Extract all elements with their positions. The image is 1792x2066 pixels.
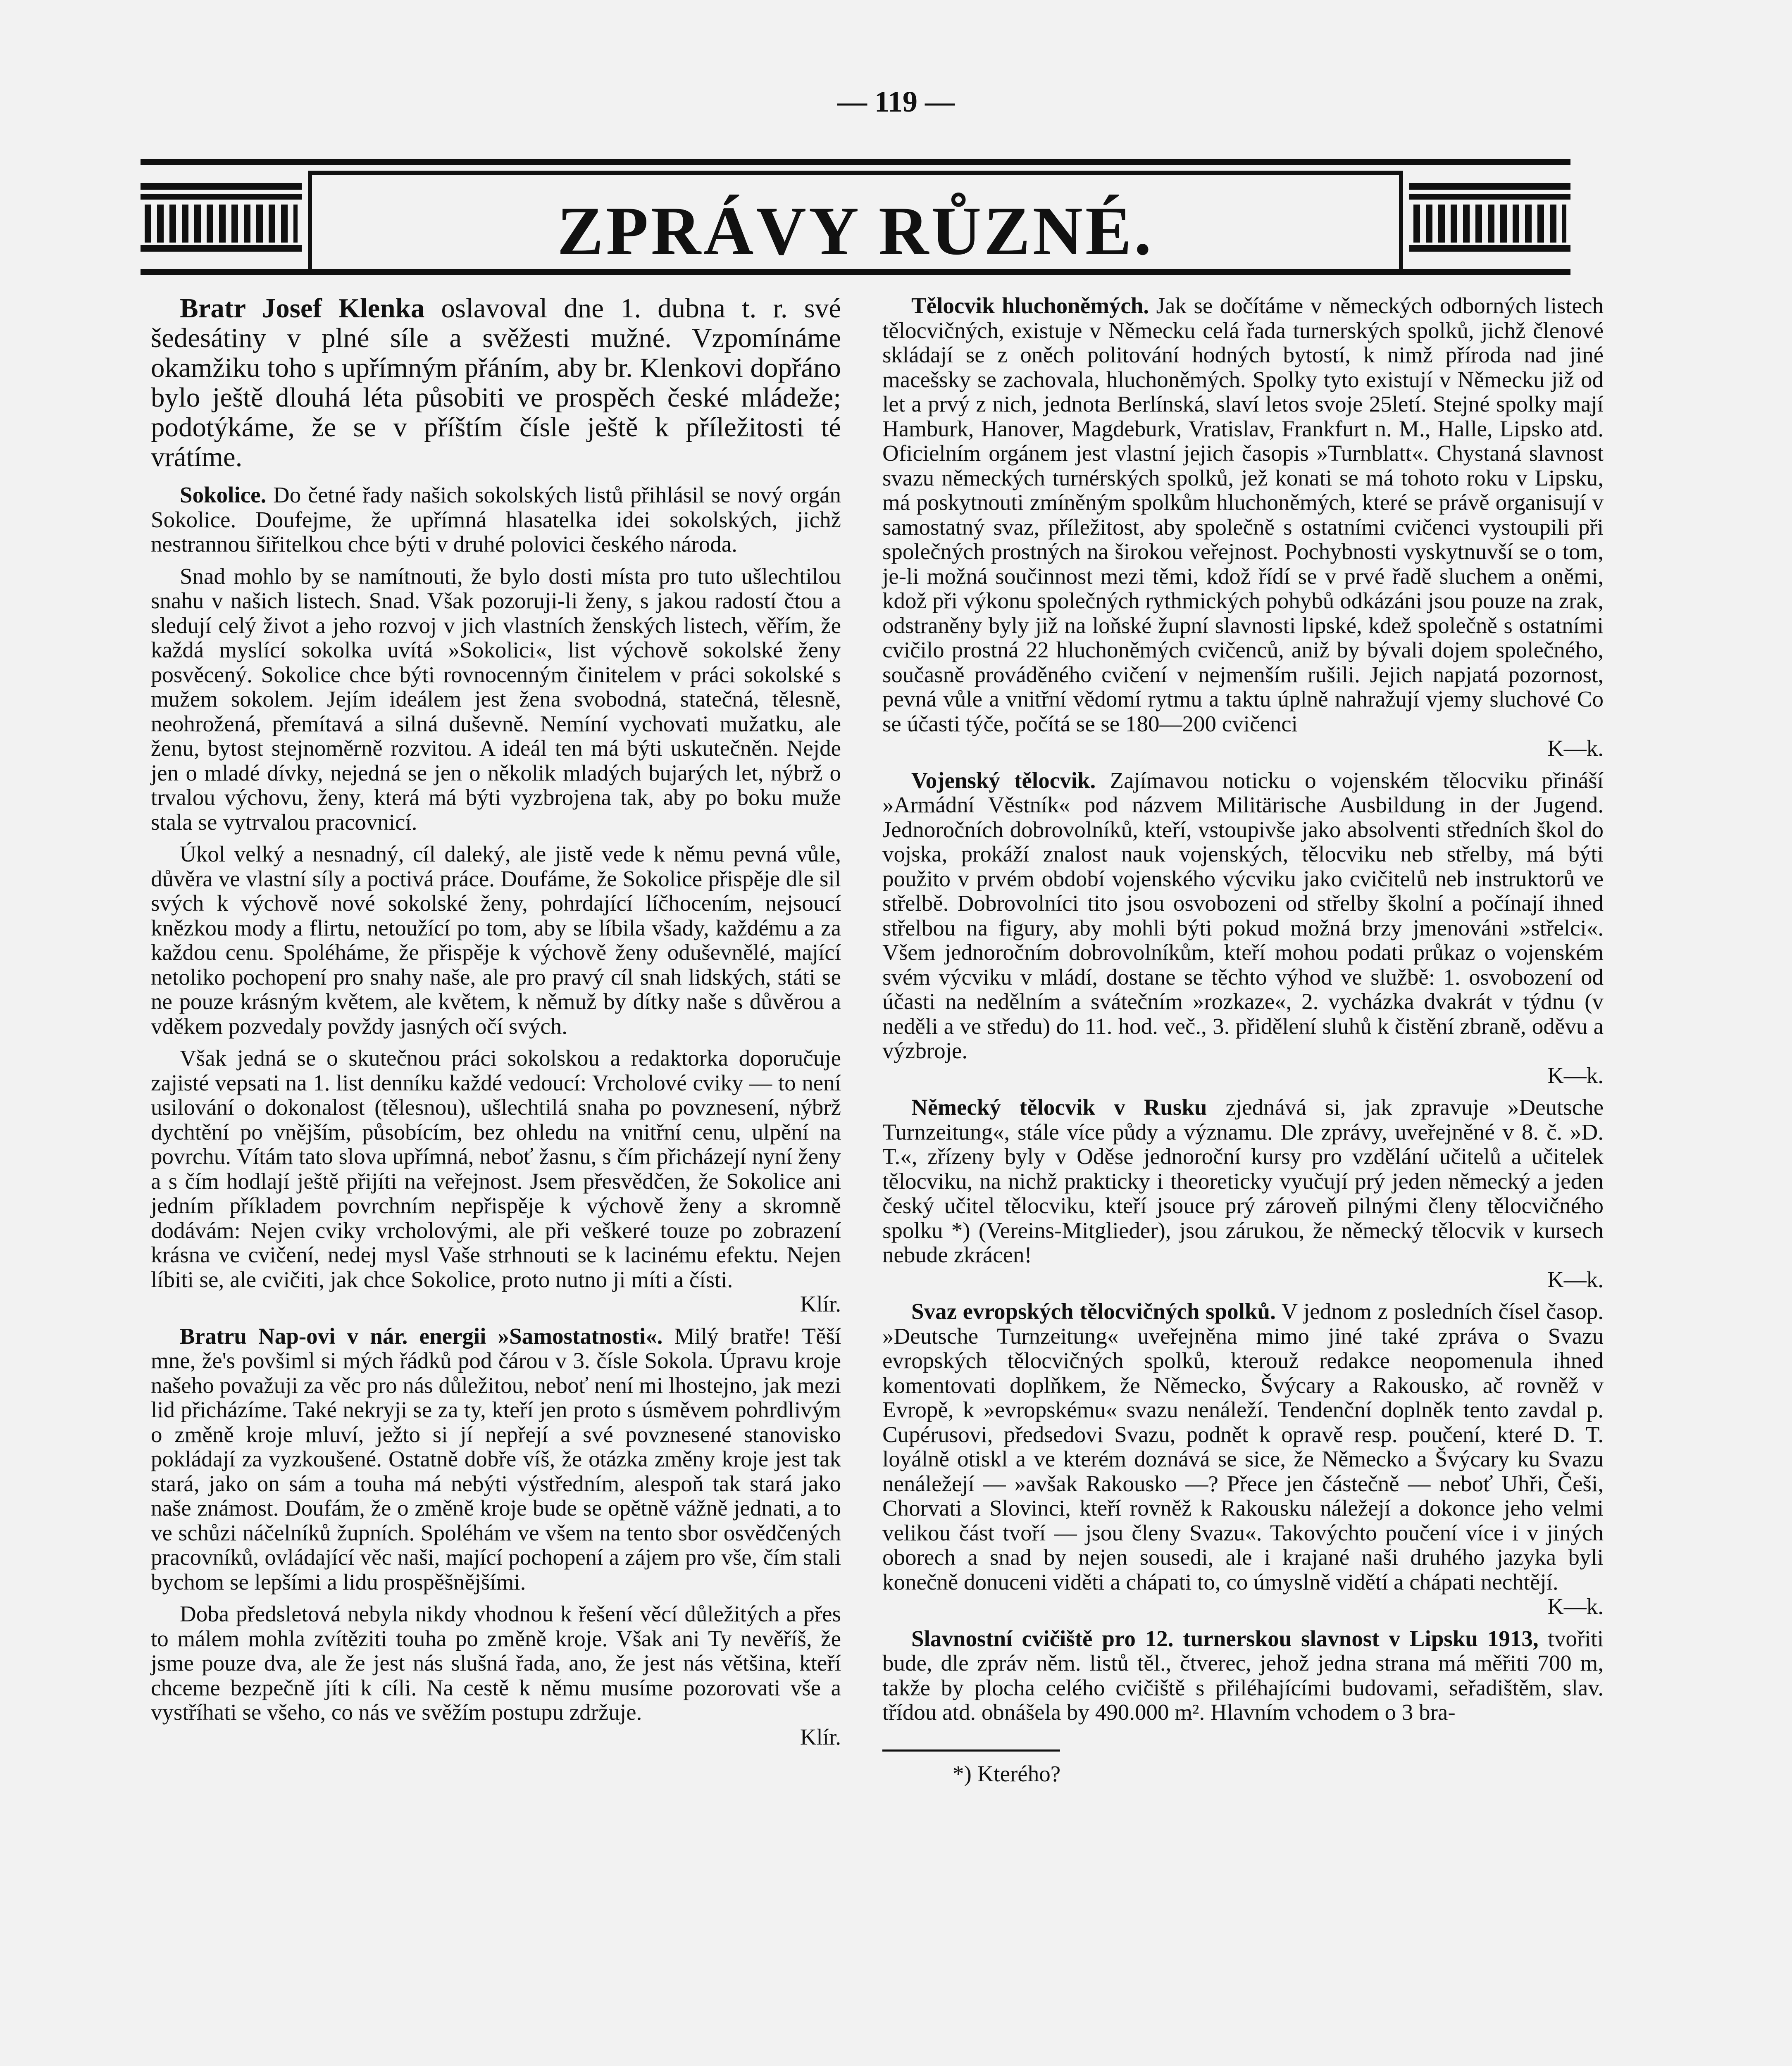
author-signature: K—k. <box>1547 735 1604 761</box>
article-text: Doba předsletová nebyla nikdy vhodnou k řešení věcí důležitých a přes to málem mohla zvítěziti touha po změně kroje. Však ani Ty nevěříš, že jsme pouze dva, ale že jest nás slušná řada, ano, že jest nás většina, kteří chceme bezpečně jíti k cíli. Na cestě k němu musíme pozorovati vše a vystříhati se všeho, co nás ve svěžím postupu zdržuje. <box>151 1601 841 1725</box>
article-text: Však jedná se o skutečnou práci sokolskou a redaktorka doporučuje zajisté vepsati na 1. list denníku každé vedoucí: Vrcholové cviky — to není usilování o dokonalost (tělesnou), ušlechtilá snaha po povznesení, nýbrž dychtění po vnějším, působícím, bez ohledu na vnitřní cenu, ulpění na povrchu. Vítám tato slova upřímná, neboť žasnu, s čím přicházejí nyní ženy a s čím hodlají ještě přijíti na veřejnost. Jsem přesvědčen, že Sokolice ani jedním příkladem povrchním nepřispěje k výchově ženy a skromně dodávám: Nejen cviky vrcholovými, ale při veškeré touze po zobrazení krásna ve cvičení, nedej mysl Vaše strhnouti se k lacinému efektu. Nejen líbiti se, ale cvičiti, jak chce Sokolice, proto nutno ji míti a čísti. <box>151 1045 841 1292</box>
article-text: V jednom z posledních čísel časop. »Deutsche Turnzeitung« uveřejněna mimo jiné také zpráva o Svazu evropských tělocvičných spolků, kterouž redakce neopomenula ihned komentovati doplňkem, že Německo, Švýcary a Rakousko, ač rovněž v Evropě, k »evropskému« svazu nenáleží. Tendenční doplněk tento zavdal p. Cupérusovi, předsedovi Svazu, podnět k opravě resp. poučení, které D. T. loyálně otiskl a ve kterém doznává se sice, že Německo a Švýcary ku Svazu nenáležejí — »avšak Rakousko —? Přece jen částečně — neboť Uhři, Češi, Chorvati a Slovinci, kteří rovněž k Rakousku náležejí a dokonce jeho velmi velikou část tvoří — jsou členy Svazu«. Takovýchto poučení více i v jiných oborech a snad by nejen sousedi, ale i krajané naši druhého jazyka byli konečně donuceni viděti a chápati to, co úmyslně vidětí a chápati nechtějí. <box>882 1299 1604 1595</box>
article-heading: Bratru Nap-ovi v nár. energii »Samostatnosti«. <box>180 1323 663 1349</box>
article-heading: Bratr Josef Klenka <box>180 293 425 324</box>
footnote: *) Kterého? <box>953 1761 1061 1786</box>
banner-top-rule <box>141 159 1570 165</box>
article-svaz <box>882 1299 1604 1619</box>
article-text: oslavoval dne 1. dubna t. r. své šedesátiny v plné síle a svěžesti mužné. Vzpomínáme okamžiku toho s upřímným přáním, aby br. Klenkovi dopřáno bylo ještě dlouhá léta působiti ve prospěch české mládeže; podotýkáme, že se v příštím čísle ještě k příležitosti té vrátíme. <box>151 293 841 472</box>
article-heading: Slavnostní cvičiště pro 12. turnerskou slavnost v Lipsku 1913, <box>911 1626 1539 1651</box>
article-heading: Svaz evropských tělocvičných spolků. <box>911 1299 1276 1324</box>
right-column <box>882 293 1604 1793</box>
left-column <box>151 293 841 1757</box>
article-text: Zajímavou noticku o vojenském tělocviku přináší »Armádní Věstník« pod názvem Militärische Ausbildung in der Jugend. Jednoročních dobrovolníků, kteří, vstoupivše jako absolventi středních škol do vojska, prokáží znalost nauk vojenských, tělocviku neb střelby, má býti použito v prvém období vojenského výcviku jako cvičitelů neb instruktorů ve střelbě. Dobrovolníci tito jsou osvobozeni od střelby školní a počínají ihned střelbou na figury, aby mohli býti pokud možná brzy jmenováni »střelci«. Všem jednoročním dobrovolníkům, kteří mohou podati průkaz o vojenském svém výcviku v mládí, dostane se těchto výhod ve službě: 1. osvobození od účasti na nedělním a svátečním »rozkaze«, 2. vycházka dvakrát v týdnu (v neděli a ve středu) do 11. hod. več., 3. přidělení sluhů k čistění zbraně, oděvu a výzbroje. <box>882 767 1604 1063</box>
article-heading: Německý tělocvik v Rusku <box>911 1095 1207 1120</box>
author-signature: Klír. <box>800 1724 841 1749</box>
article-nap <box>151 1324 841 1595</box>
article-text: tvořiti bude, dle zpráv něm. listů těl., čtverec, jehož jedna strana má měřiti 700 m, takže by plocha celého cvičiště s přiléhajícími budovami, seřadištěm, slav. třídou atd. obnášela by 490.000 m². Hlavním vchodem o 3 bra- <box>882 1626 1604 1725</box>
article-cviciste <box>882 1626 1604 1725</box>
article-heading: Tělocvik hluchoněmých. <box>911 293 1149 318</box>
article-vojensky <box>882 768 1604 1088</box>
balustrade-ornament-left <box>141 183 302 252</box>
article-rusko <box>882 1095 1604 1292</box>
article-text: Milý bratře! Těší mne, že's povšiml si mých řádků pod čárou v 3. čísle Sokola. Úpravu kroje našeho považuji za věc pro nás důležitou, neboť není mi lhostejno, jak mezi lid přicházíme. Také nekryji se za ty, kteří jen proto s úsměvem pohrdlivým o změně kroje mluví, ježto si jí nepřejí a své povznesené stanovisko pokládají za vyzkoušené. Ostatně dobře víš, že otázka změny kroje jest tak stará, jako on sám a touha má nebýti výstředním, alespoň tak stará jako naše známost. Doufám, že o změně kroje bude se opětně vážně jednati, a to ve schůzi náčelníků župních. Spoléhám ve všem na tento sbor osvědčených pracovníků, ovládající věc naši, mající pochopení a zájem pro vše, čím stali bychom se lepšími a lidu prospěšnějšími. <box>151 1323 841 1595</box>
footnote-rule <box>882 1749 1060 1752</box>
paragraph <box>151 842 841 1038</box>
article-heading: Sokolice. <box>180 482 267 507</box>
balustrade-ornament-right <box>1409 183 1570 252</box>
paragraph <box>151 1602 841 1749</box>
article-text: Jak se dočítáme v německých odborných listech tělocvičných, existuje v Německu celá řada turnerských spolků, jichž členové skládají se z oněch politování hodných bytostí, k nimž příroda nad jiné macešsky se zachovala, hluchoněmých. Spolky tyto existují v Německu již od let a prvý z nich, jednota Berlínská, slaví letos svoje 25letí. Stejné spolky mají Hamburk, Hanover, Magdeburk, Vratislav, Frankfurt n. M., Halle, Lipsko atd. Oficielním orgánem jest vlastní jejich časopis »Turnblatt«. Chystaná slavnost svazu německých turnérských spolků, jež konati se má tohoto roku v Lipsku, má poskytnouti zmíněným spolkům hluchoněmých, které se právě organisují v samostatný svaz, příležitost, aby společně s ostatními cvičenci vystoupili při společných prostných na širokou veřejnost. Pochybnosti vyskytnuvší se o tom, je-li možná součinnost mezi těmi, kdož řídí se v prvé řadě sluchem a oněmi, kdož při výkonu společných rythmických pohybů odkázáni jsou pouze na zrak, odstraněny byly již na loňské župní slavnosti lipské, kdež společně s ostatními cvičilo prostná 22 hluchoněmých cvičenců, aniž by bývali dojem společného, současně prováděného cvičení v nejmenším rušili. Jejich napjatá pozornost, pevná vůle a vnitřní vědomí rytmu a taktu úplně nahražují vjemy sluchové Co se účasti týče, počítá se se 180—200 cvičenci <box>882 293 1604 736</box>
article-text: Úkol velký a nesnadný, cíl daleký, ale jistě vede k němu pevná vůle, důvěra ve vlastní síly a poctivá práce. Doufáme, že Sokolice přispěje dle sil svých k výchově nové sokolské ženy, pohrdající líčhocením, nejsoucí knězkou mody a flirtu, netoužící po tom, aby se líbila všady, každému a za každou cenu. Spoléháme, že přispěje k výchově ženy oduševnělé, mající netoliko pochopení pro snahy naše, ale pro pravý cíl snah lidských, státi se ne pouze krásným květem, ale květem, k němuž by dítky naše s důvěrou a vděkem pozvedaly povždy jasných očí svých. <box>151 841 841 1039</box>
author-signature: K—k. <box>1547 1266 1604 1292</box>
author-signature: Klír. <box>800 1291 841 1316</box>
article-sokolice <box>151 483 841 557</box>
article-text: Snad mohlo by se namítnouti, že bylo dosti místa pro tuto ušlechtilou snahu v našich listech. Snad. Však pozoruji-li ženy, s jakou radostí čtou a sledují celý život a jeho rozvoj v jich vlastních ženských listech, věřím, že každá myslící sokolka uvítá »Sokolici«, list výchově sokolské ženy posvěcený. Sokolice chce býti rovnocenným činitelem v práci sokolské s mužem sokolem. Jejím ideálem jest žena svobodná, statečná, tělesně, neohrožená, přemítavá a silná duševně. Nemíní vychovati mužatku, ale ženu, bytost stejnoměrně rozvitou. A ideál ten má býti uskutečněn. Nejde jen o mladé dívky, nejedná se jen o několik mladých bujarých let, nýbrž o trvalou výchovu, ženy, která má býti vyzbrojena tak, aby po boku muže stala se vytrvalou pracovnicí. <box>151 563 841 835</box>
page-number: — 119 — <box>837 85 955 118</box>
article-text: zjednává si, jak zpravuje »Deutsche Turnzeitung«, stále více půdy a významu. Dle zprávy, uveřejněné v 8. č. »D. T.«, zřízeny byly v Oděse jednoroční kursy pro vzdělání učitelů a učitelek tělocviku, na nichž prakticky i theoreticky vyučují prý jeden německý a jeden český učitel tělocviku, kteří jsouce prý zároveň pilnými členy tělocvičného spolku *) (Vereins-Mitglieder), jsou zárukou, že německý tělocvik v kursech nebude zkrácen! <box>882 1095 1604 1267</box>
section-title: ZPRÁVY RŮZNÉ. <box>557 193 1154 269</box>
paragraph <box>151 1046 841 1316</box>
article-hluchonemi <box>882 293 1604 761</box>
paragraph <box>151 564 841 835</box>
author-signature: K—k. <box>1547 1594 1604 1619</box>
author-signature: K—k. <box>1547 1062 1604 1088</box>
article-heading: Vojenský tělocvik. <box>911 767 1096 793</box>
article-text: Do četné řady našich sokolských listů přihlásil se nový orgán Sokolice. Doufejme, že upřímná hlasatelka idei sokolských, jichž nestrannou šiřitelkou chce býti v druhé polovici českého národa. <box>151 482 841 557</box>
section-banner <box>141 159 1570 275</box>
article-klenka <box>151 293 841 472</box>
